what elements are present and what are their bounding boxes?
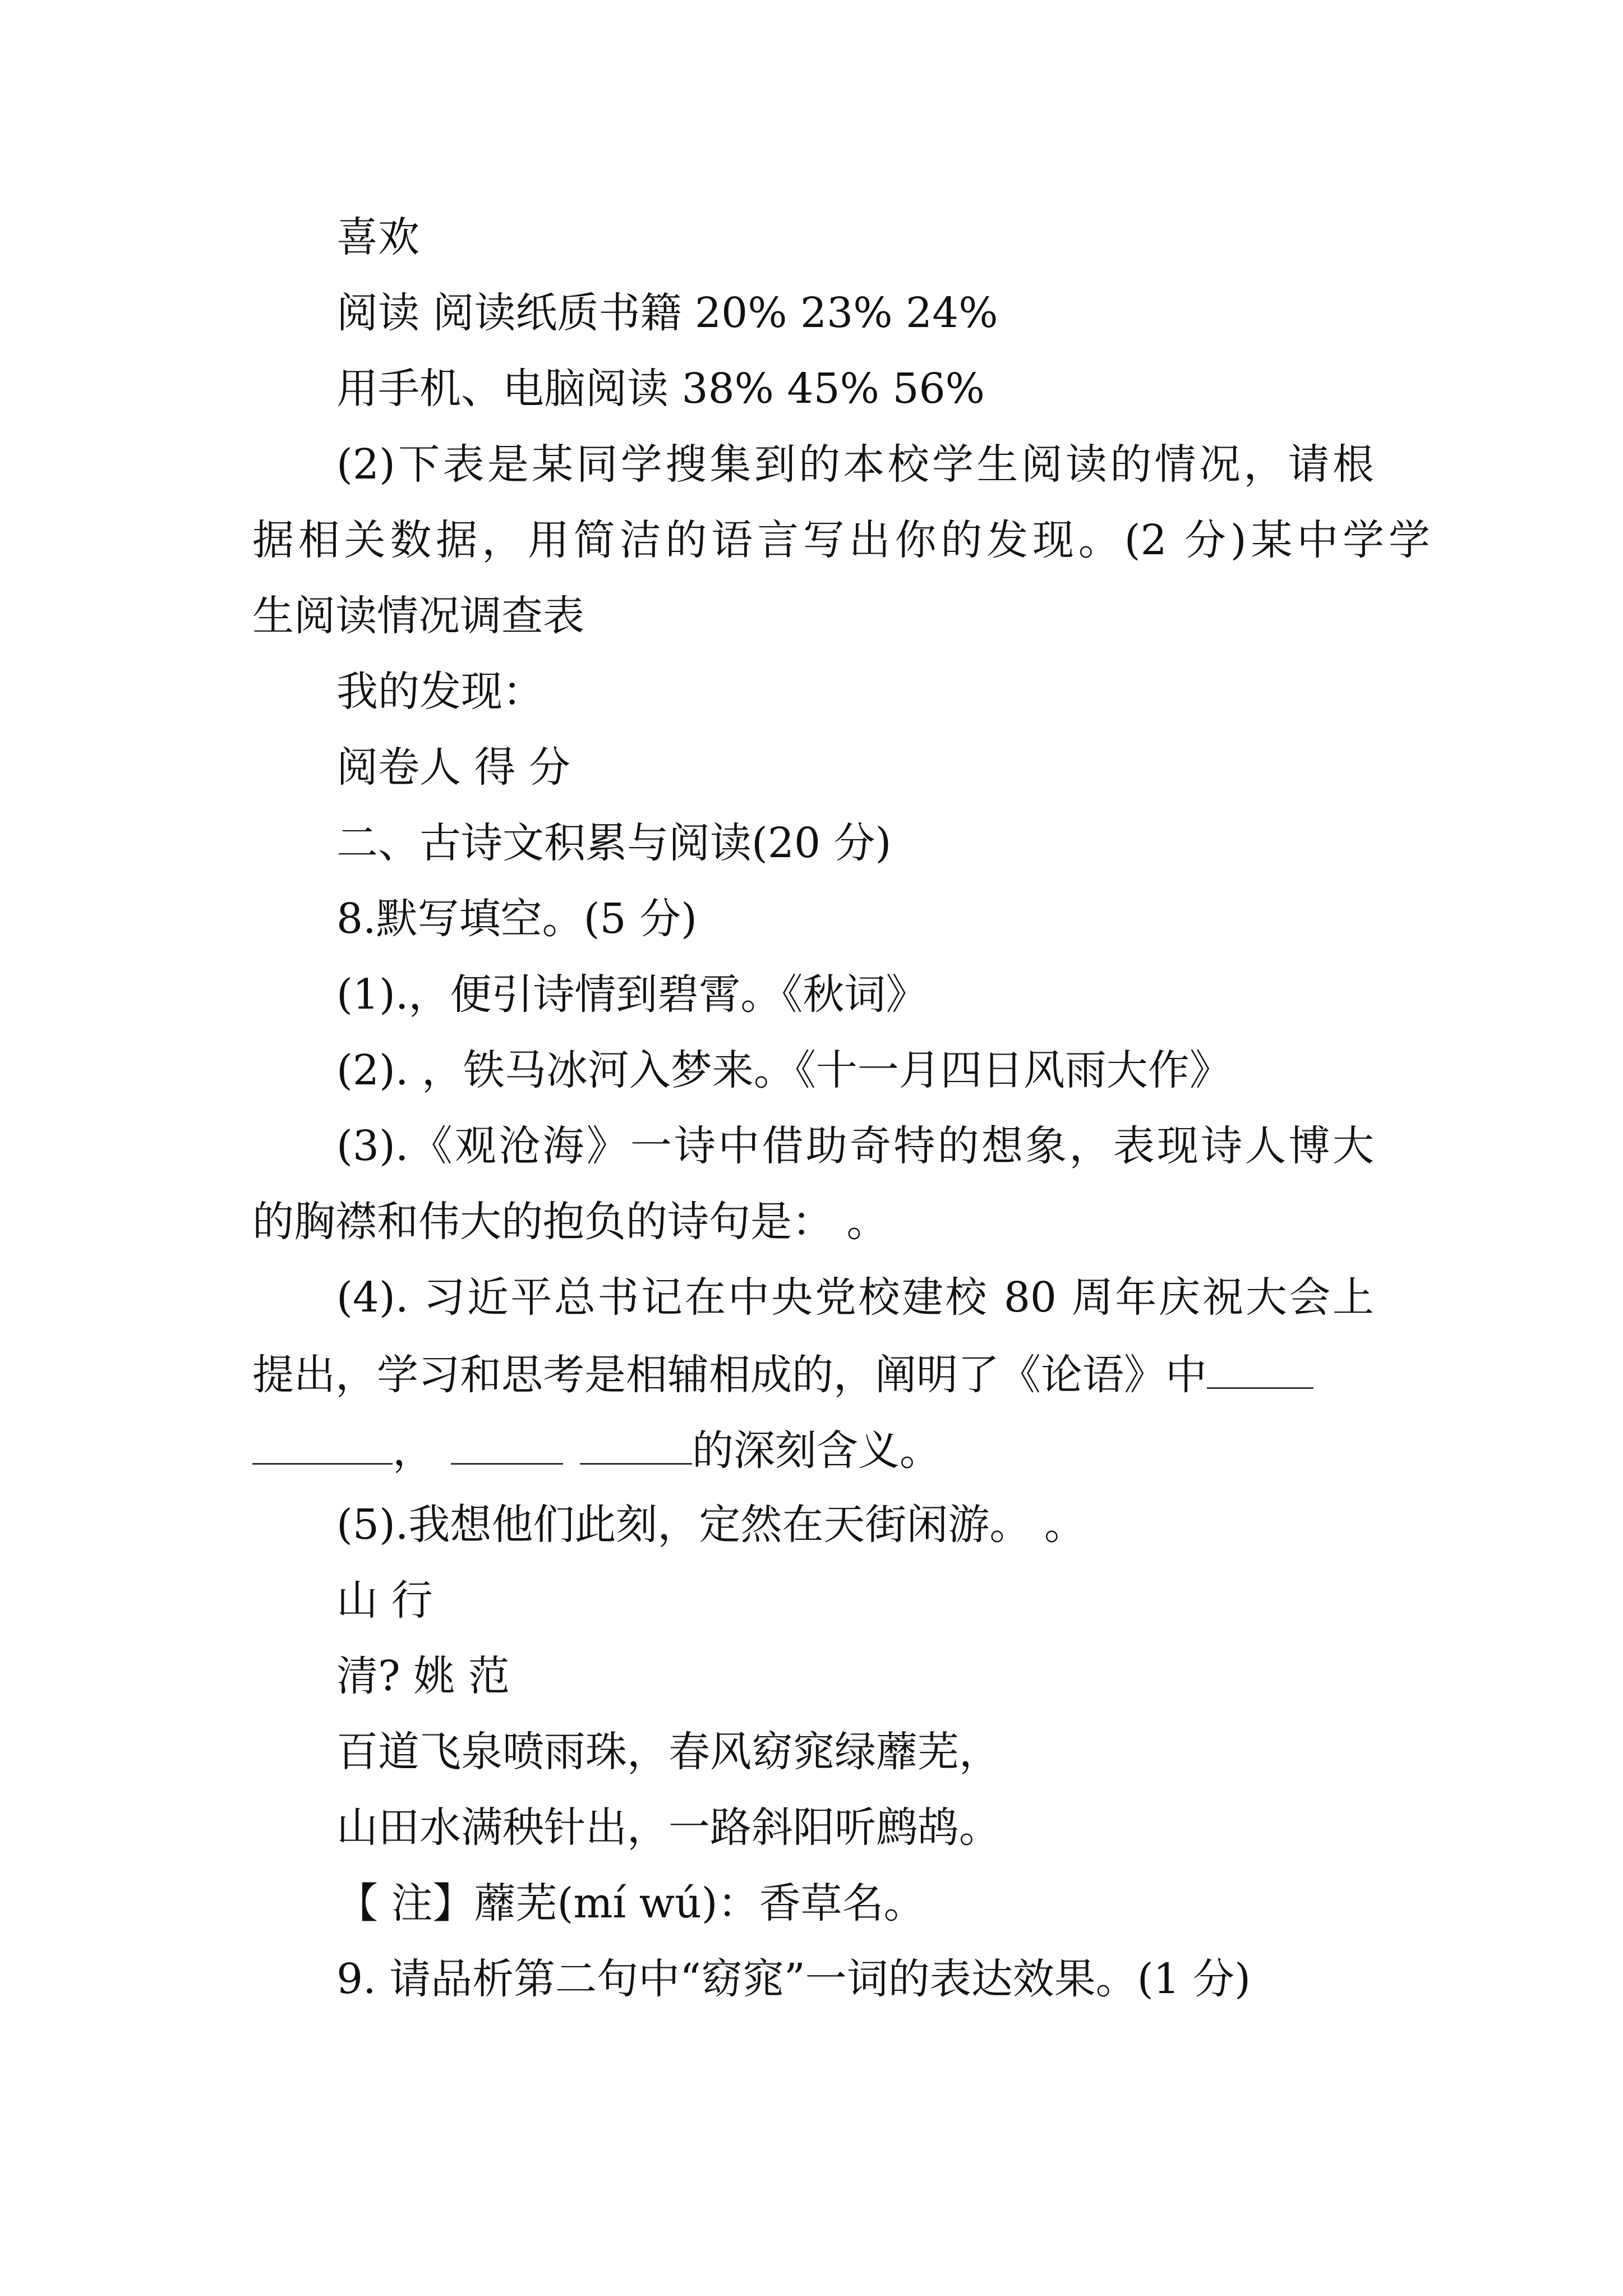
table-row-paper-reading: 阅读 阅读纸质书籍 20% 23% 24% bbox=[336, 289, 998, 337]
poem-annotation: 【 注】蘼芜(mí wú)：香草名。 bbox=[336, 1879, 925, 1927]
question-2-line-2: 据相关数据，用简洁的语言写出你的发现。(2 分)某中学学 bbox=[252, 516, 1430, 564]
poem-line-2: 山田水满秧针出，一路斜阳听鹧鸪。 bbox=[336, 1803, 1000, 1852]
question-8-item-4-line-2 bbox=[252, 1348, 1430, 1400]
question-9: 9. 请品析第二句中“窈窕”一词的表达效果。(1 分) bbox=[336, 1955, 1251, 2003]
table-row-like: 喜欢 bbox=[336, 213, 419, 261]
fill-blank-1a[interactable] bbox=[1207, 1348, 1313, 1389]
question-8-item-3-line-1: (3).《观沧海》一诗中借助奇特的想象，表现诗人博大 bbox=[336, 1122, 1374, 1170]
table-row-digital-reading: 用手机、电脑阅读 38% 45% 56% bbox=[336, 365, 985, 413]
comma-separator: ， bbox=[393, 1427, 434, 1475]
fill-blank-1b[interactable] bbox=[252, 1424, 393, 1465]
question-8-item-1: (1).，便引诗情到碧霄。《秋词》 bbox=[336, 970, 928, 1019]
fill-blank-2a[interactable] bbox=[451, 1424, 563, 1465]
question-8-item-3-line-2: 的胸襟和伟大的抱负的诗句是： 。 bbox=[252, 1198, 888, 1246]
question-2-line-3: 生阅读情况调查表 bbox=[252, 592, 584, 640]
poem-title: 山 行 bbox=[336, 1576, 433, 1625]
question-8-item-4-text: 提出，学习和思考是相辅相成的，阐明了《论语》中 bbox=[252, 1351, 1207, 1399]
my-findings-label: 我的发现： bbox=[336, 668, 544, 716]
question-8-item-4-line-3 bbox=[252, 1424, 1430, 1476]
question-8-item-2: (2). ，铁马冰河入梦来。《十一月四日风雨大作》 bbox=[336, 1046, 1231, 1094]
question-2-line-1: (2)下表是某同学搜集到的本校学生阅读的情况，请根 bbox=[336, 440, 1374, 489]
grader-score-label: 阅卷人 得 分 bbox=[336, 743, 571, 792]
question-8-item-5: (5).我想他们此刻，定然在天街闲游。 。 bbox=[336, 1501, 1086, 1549]
poem-line-1: 百道飞泉喷雨珠，春风窈窕绿蘼芜， bbox=[336, 1728, 1000, 1776]
fill-blank-2b[interactable] bbox=[580, 1424, 692, 1465]
question-8-heading: 8.默写填空。(5 分) bbox=[336, 895, 697, 943]
section-2-heading: 二、古诗文积累与阅读(20 分) bbox=[336, 819, 892, 867]
poem-author: 清? 姚 范 bbox=[336, 1652, 510, 1700]
question-8-item-4-line-1: (4). 习近平总书记在中央党校建校 80 周年庆祝大会上 bbox=[336, 1273, 1374, 1322]
meaning-suffix: 的深刻含义。 bbox=[692, 1427, 941, 1475]
